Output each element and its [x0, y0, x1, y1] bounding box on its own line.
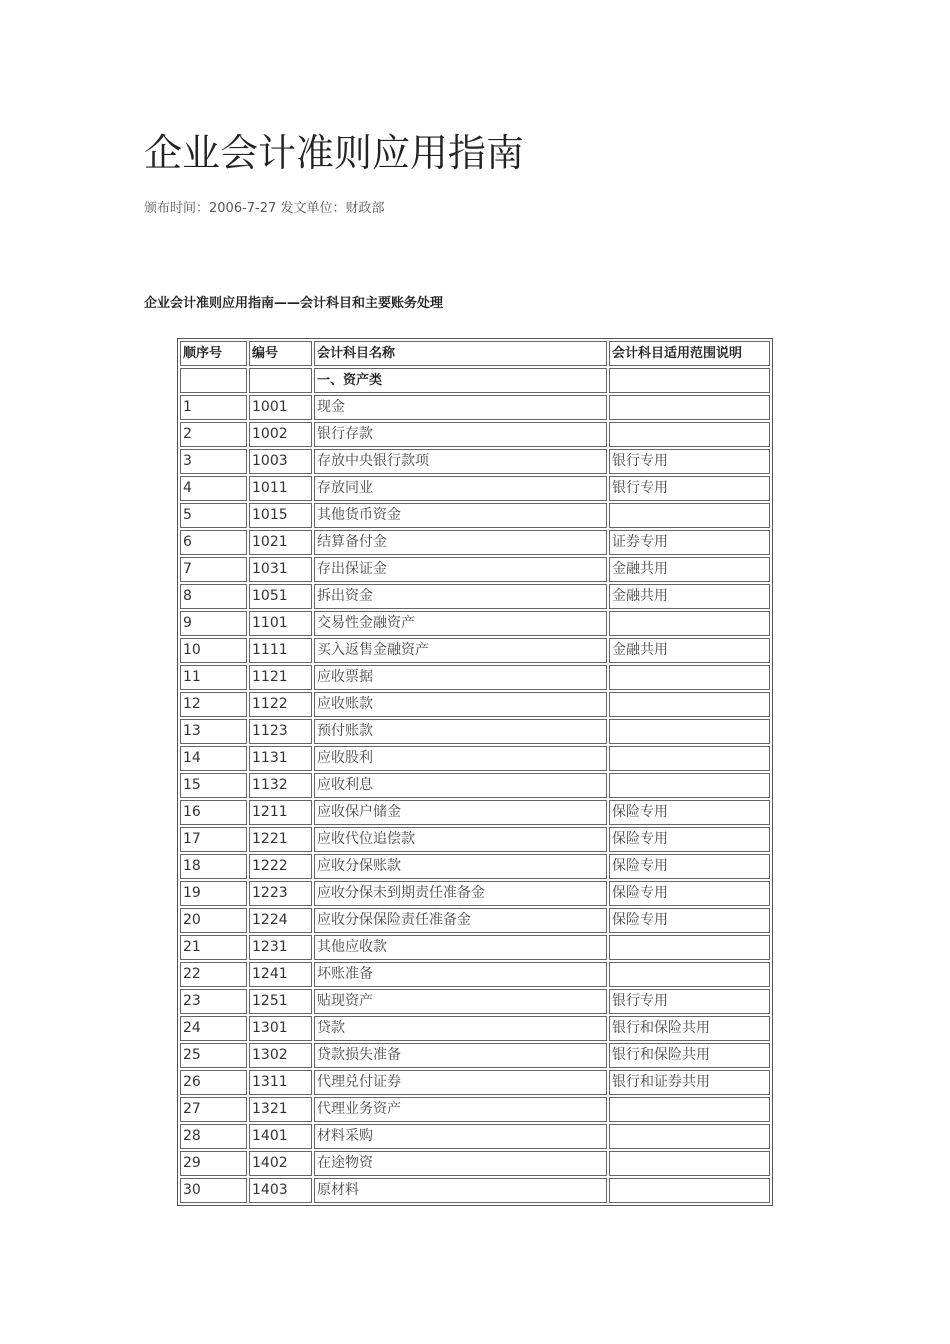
- scope-cell: [609, 611, 770, 636]
- issued-date: 2006-7-27: [209, 201, 277, 216]
- code-cell: 1224: [249, 908, 312, 933]
- account-name-cell: 贷款: [314, 1016, 607, 1041]
- seq-cell: 17: [180, 827, 247, 852]
- seq-cell: 6: [180, 530, 247, 555]
- table-row: [180, 611, 770, 636]
- table-row: [180, 962, 770, 987]
- seq-cell: 8: [180, 584, 247, 609]
- page-title: 企业会计准则应用指南: [144, 131, 525, 175]
- table-row: [180, 935, 770, 960]
- scope-cell: 银行专用: [609, 449, 770, 474]
- code-cell: 1011: [249, 476, 312, 501]
- table-row: [180, 989, 770, 1014]
- seq-cell: 16: [180, 800, 247, 825]
- code-cell: 1131: [249, 746, 312, 771]
- account-name-cell: 结算备付金: [314, 530, 607, 555]
- seq-cell: 13: [180, 719, 247, 744]
- account-name-cell: 坏账准备: [314, 962, 607, 987]
- account-name-cell: 应收保户储金: [314, 800, 607, 825]
- section-seq-cell: [180, 368, 247, 393]
- account-name-cell: 现金: [314, 395, 607, 420]
- scope-cell: 保险专用: [609, 800, 770, 825]
- code-cell: 1121: [249, 665, 312, 690]
- table-row: [180, 800, 770, 825]
- seq-cell: 12: [180, 692, 247, 717]
- seq-cell: 5: [180, 503, 247, 528]
- code-cell: 1321: [249, 1097, 312, 1122]
- table-row: [180, 1043, 770, 1068]
- publication-meta: [144, 198, 384, 220]
- table-row: [180, 1178, 770, 1203]
- seq-cell: 25: [180, 1043, 247, 1068]
- table-row: [180, 854, 770, 879]
- scope-cell: 银行和保险共用: [609, 1043, 770, 1068]
- issuer-label: 发文单位：: [280, 201, 346, 216]
- account-name-cell: 存出保证金: [314, 557, 607, 582]
- scope-cell: [609, 746, 770, 771]
- scope-cell: [609, 503, 770, 528]
- accounts-table: [177, 338, 773, 1206]
- code-cell: 1122: [249, 692, 312, 717]
- code-cell: 1241: [249, 962, 312, 987]
- section-scope-cell: [609, 368, 770, 393]
- account-name-cell: 交易性金融资产: [314, 611, 607, 636]
- seq-cell: 21: [180, 935, 247, 960]
- table-row: [180, 638, 770, 663]
- table-row: [180, 1097, 770, 1122]
- accounts-table-body: [180, 341, 770, 1203]
- seq-cell: 20: [180, 908, 247, 933]
- seq-cell: 23: [180, 989, 247, 1014]
- scope-cell: [609, 1151, 770, 1176]
- scope-cell: 保险专用: [609, 908, 770, 933]
- scope-cell: [609, 1178, 770, 1203]
- code-cell: 1003: [249, 449, 312, 474]
- account-name-cell: 应收票据: [314, 665, 607, 690]
- seq-cell: 7: [180, 557, 247, 582]
- account-name-cell: 应收账款: [314, 692, 607, 717]
- code-cell: 1001: [249, 395, 312, 420]
- seq-cell: 27: [180, 1097, 247, 1122]
- account-name-cell: 银行存款: [314, 422, 607, 447]
- seq-cell: 10: [180, 638, 247, 663]
- account-name-cell: 材料采购: [314, 1124, 607, 1149]
- code-cell: 1123: [249, 719, 312, 744]
- section-title: 一、资产类: [314, 368, 607, 393]
- account-name-cell: 其他应收款: [314, 935, 607, 960]
- table-row: [180, 908, 770, 933]
- code-cell: 1021: [249, 530, 312, 555]
- seq-cell: 3: [180, 449, 247, 474]
- seq-cell: 30: [180, 1178, 247, 1203]
- scope-cell: 保险专用: [609, 827, 770, 852]
- account-name-cell: 买入返售金融资产: [314, 638, 607, 663]
- code-cell: 1211: [249, 800, 312, 825]
- account-name-cell: 应收分保未到期责任准备金: [314, 881, 607, 906]
- table-row: [180, 584, 770, 609]
- table-row: [180, 746, 770, 771]
- code-cell: 1031: [249, 557, 312, 582]
- table-row: [180, 557, 770, 582]
- seq-cell: 29: [180, 1151, 247, 1176]
- account-name-cell: 在途物资: [314, 1151, 607, 1176]
- code-cell: 1223: [249, 881, 312, 906]
- account-name-cell: 代理业务资产: [314, 1097, 607, 1122]
- seq-cell: 11: [180, 665, 247, 690]
- code-cell: 1222: [249, 854, 312, 879]
- code-cell: 1301: [249, 1016, 312, 1041]
- scope-cell: [609, 719, 770, 744]
- seq-cell: 4: [180, 476, 247, 501]
- code-cell: 1402: [249, 1151, 312, 1176]
- code-cell: 1111: [249, 638, 312, 663]
- table-row: [180, 449, 770, 474]
- section-row: [180, 368, 770, 393]
- code-cell: 1051: [249, 584, 312, 609]
- seq-cell: 14: [180, 746, 247, 771]
- table-row: [180, 692, 770, 717]
- scope-cell: [609, 692, 770, 717]
- account-name-cell: 应收股利: [314, 746, 607, 771]
- header-code: 编号: [249, 341, 312, 366]
- table-row: [180, 773, 770, 798]
- code-cell: 1002: [249, 422, 312, 447]
- table-row: [180, 476, 770, 501]
- account-name-cell: 应收代位追偿款: [314, 827, 607, 852]
- table-row: [180, 827, 770, 852]
- table-row: [180, 395, 770, 420]
- table-row: [180, 530, 770, 555]
- table-row: [180, 719, 770, 744]
- code-cell: 1101: [249, 611, 312, 636]
- seq-cell: 9: [180, 611, 247, 636]
- account-name-cell: 存放同业: [314, 476, 607, 501]
- code-cell: 1311: [249, 1070, 312, 1095]
- account-name-cell: 原材料: [314, 1178, 607, 1203]
- accounts-table-wrapper: [177, 338, 773, 1206]
- table-row: [180, 665, 770, 690]
- scope-cell: [609, 665, 770, 690]
- code-cell: 1401: [249, 1124, 312, 1149]
- scope-cell: 保险专用: [609, 881, 770, 906]
- account-name-cell: 拆出资金: [314, 584, 607, 609]
- account-name-cell: 其他货币资金: [314, 503, 607, 528]
- header-name: 会计科目名称: [314, 341, 607, 366]
- account-name-cell: 存放中央银行款项: [314, 449, 607, 474]
- seq-cell: 1: [180, 395, 247, 420]
- scope-cell: [609, 1097, 770, 1122]
- scope-cell: 银行和证券共用: [609, 1070, 770, 1095]
- scope-cell: 金融共用: [609, 638, 770, 663]
- seq-cell: 28: [180, 1124, 247, 1149]
- account-name-cell: 预付账款: [314, 719, 607, 744]
- table-row: [180, 1070, 770, 1095]
- table-row: [180, 1124, 770, 1149]
- table-row: [180, 1016, 770, 1041]
- seq-cell: 22: [180, 962, 247, 987]
- table-header-row: [180, 341, 770, 366]
- issued-label: 颁布时间：: [144, 201, 210, 216]
- code-cell: 1132: [249, 773, 312, 798]
- seq-cell: 19: [180, 881, 247, 906]
- scope-cell: [609, 935, 770, 960]
- table-row: [180, 422, 770, 447]
- header-scope: 会计科目适用范围说明: [609, 341, 770, 366]
- seq-cell: 15: [180, 773, 247, 798]
- account-name-cell: 应收利息: [314, 773, 607, 798]
- account-name-cell: 贷款损失准备: [314, 1043, 607, 1068]
- seq-cell: 26: [180, 1070, 247, 1095]
- scope-cell: 银行专用: [609, 989, 770, 1014]
- scope-cell: [609, 773, 770, 798]
- seq-cell: 24: [180, 1016, 247, 1041]
- code-cell: 1231: [249, 935, 312, 960]
- code-cell: 1015: [249, 503, 312, 528]
- table-row: [180, 881, 770, 906]
- code-cell: 1251: [249, 989, 312, 1014]
- code-cell: 1221: [249, 827, 312, 852]
- scope-cell: [609, 395, 770, 420]
- account-name-cell: 代理兑付证券: [314, 1070, 607, 1095]
- header-seq: 顺序号: [180, 341, 247, 366]
- scope-cell: 金融共用: [609, 557, 770, 582]
- table-row: [180, 1151, 770, 1176]
- scope-cell: 银行和保险共用: [609, 1016, 770, 1041]
- scope-cell: [609, 1124, 770, 1149]
- scope-cell: [609, 422, 770, 447]
- seq-cell: 18: [180, 854, 247, 879]
- account-name-cell: 应收分保账款: [314, 854, 607, 879]
- account-name-cell: 应收分保保险责任准备金: [314, 908, 607, 933]
- section-subtitle: 企业会计准则应用指南——会计科目和主要账务处理: [144, 296, 444, 311]
- table-row: [180, 503, 770, 528]
- scope-cell: [609, 962, 770, 987]
- scope-cell: 金融共用: [609, 584, 770, 609]
- code-cell: 1302: [249, 1043, 312, 1068]
- scope-cell: 银行专用: [609, 476, 770, 501]
- scope-cell: 保险专用: [609, 854, 770, 879]
- section-code-cell: [249, 368, 312, 393]
- issuer-value: 财政部: [345, 201, 385, 216]
- code-cell: 1403: [249, 1178, 312, 1203]
- account-name-cell: 贴现资产: [314, 989, 607, 1014]
- scope-cell: 证券专用: [609, 530, 770, 555]
- seq-cell: 2: [180, 422, 247, 447]
